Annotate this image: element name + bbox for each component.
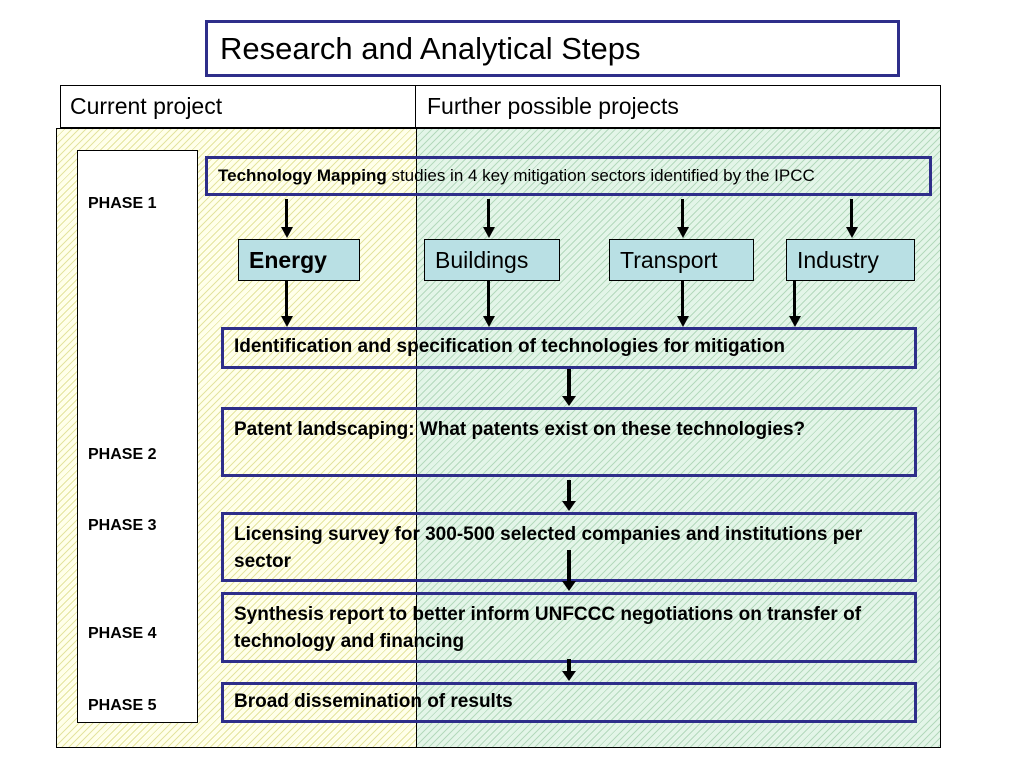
technology-mapping-title: Technology Mapping (218, 166, 387, 185)
technology-mapping-box (205, 156, 932, 196)
flow-arrow-3-line (567, 550, 571, 581)
technology-mapping-text: studies in 4 key mitigation sectors identified by the IPCC (386, 166, 815, 185)
flow-arrow-1-line (567, 369, 571, 396)
current-project-header: Current project (70, 93, 223, 119)
arrow-head-transport-bottom (677, 316, 689, 327)
phase-5-label: PHASE 5 (88, 697, 157, 714)
sector-energy: Energy (238, 239, 360, 281)
sector-buildings: Buildings (424, 239, 560, 281)
column-header-divider (415, 85, 416, 128)
arrow-line-industry-bottom (793, 281, 796, 316)
arrow-head-buildings-bottom (483, 316, 495, 327)
step-synthesis-report-box: Synthesis report to better inform UNFCCC negotiations on transfer of technology and financing (221, 592, 917, 663)
flow-arrow-2-line (567, 480, 571, 501)
flow-arrow-1-head (562, 396, 576, 406)
arrow-head-transport-top (677, 227, 689, 238)
phase-3-label: PHASE 3 (88, 517, 157, 534)
arrow-head-buildings-top (483, 227, 495, 238)
arrow-line-transport-top (681, 199, 684, 227)
step-dissemination-box: Broad dissemination of results (221, 682, 917, 723)
arrow-line-buildings-bottom (487, 281, 490, 316)
arrow-line-buildings-top (487, 199, 490, 227)
arrow-head-industry-top (846, 227, 858, 238)
arrow-line-energy-bottom (285, 281, 288, 316)
arrow-head-energy-top (281, 227, 293, 238)
arrow-head-industry-bottom (789, 316, 801, 327)
arrow-line-energy-top (285, 199, 288, 227)
sector-transport: Transport (609, 239, 754, 281)
flow-arrow-4-head (562, 671, 576, 681)
flow-arrow-4-line (567, 659, 571, 671)
arrow-line-transport-bottom (681, 281, 684, 316)
slide-title: Research and Analytical Steps (205, 20, 900, 77)
step-identification-box: Identification and specification of technologies for mitigation (221, 327, 917, 369)
arrow-line-industry-top (850, 199, 853, 227)
flow-arrow-3-head (562, 581, 576, 591)
phase-2-label: PHASE 2 (88, 446, 157, 463)
phase-1-label: PHASE 1 (88, 195, 157, 212)
flow-arrow-2-head (562, 501, 576, 511)
arrow-head-energy-bottom (281, 316, 293, 327)
step-licensing-survey-box: Licensing survey for 300-500 selected companies and institutions per sector (221, 512, 917, 582)
step-patent-landscaping-box: Patent landscaping: What patents exist on these technologies? (221, 407, 917, 477)
phase-4-label: PHASE 4 (88, 625, 157, 642)
sector-industry: Industry (786, 239, 915, 281)
further-projects-header: Further possible projects (427, 93, 679, 119)
